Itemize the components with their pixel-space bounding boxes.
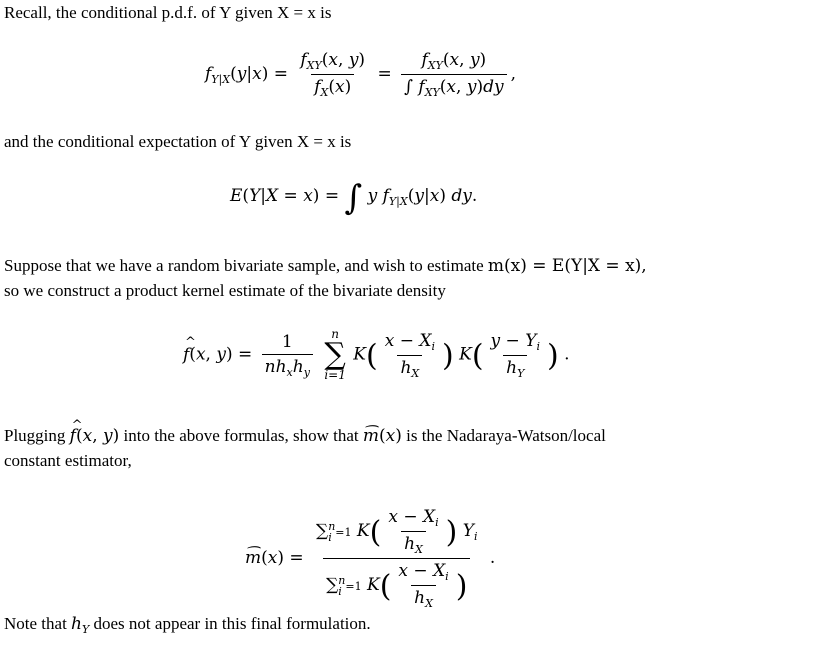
equation-nadaraya-watson: ⌢ m(x) = ∑ n i =1 K( $\frac{x - X_i}{h_X}$ ) $Y_i$ ∑ n i =1 K( $\frac{x - X_i}{h_X}$ ) . <box>245 507 495 610</box>
text-constant-estimator: constant estimator, <box>4 451 132 470</box>
equation-kernel-density: ^ f(x, y) = $\frac{1}{nh_xh_y}$ n ∑ i=1 K( $\frac{x - X_i}{h_X}$ ) K( $\frac{y - Y_i}{h_Y}$ ) . <box>183 328 570 382</box>
text-suppose: Suppose that we have a random bivariate sample, and wish to estimate m(x) = E(Y|X = x), <box>4 256 647 276</box>
text-note: Note that $h_Y$ does not appear in this final formulation. <box>4 614 371 636</box>
text-plugging: Plugging ^ f(x, y) into the above formulas, show that ⌢ m(x) is the Nadaraya-Watson/local <box>4 426 606 446</box>
equation-conditional-pdf: $f_{Y|X}(y|x)$ = $\frac{f_{XY}(x, y)}{f_X(x)}$ = $\frac{f_{XY}(x, y)}{\int f_{XY}(x, y)dy}$ , <box>205 50 516 99</box>
text-product-kernel: so we construct a product kernel estimate of the bivariate density <box>4 281 446 300</box>
text-recall: Recall, the conditional p.d.f. of Y given X = x is <box>4 3 332 22</box>
equation-conditional-expectation: E(Y|X = x) = ∫ y $f_{Y|X}(y|x)$ dy. <box>230 178 478 218</box>
text-conditional-expectation: and the conditional expectation of Y given X = x is <box>4 132 352 151</box>
